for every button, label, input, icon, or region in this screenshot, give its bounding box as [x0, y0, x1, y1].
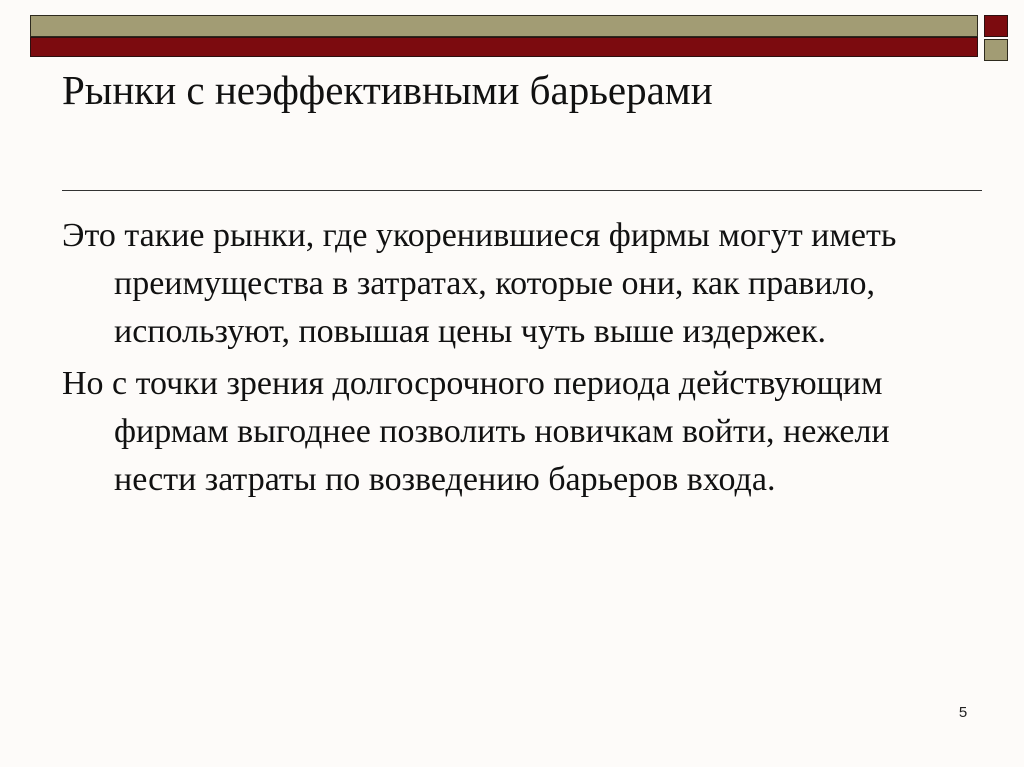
header-red-bar	[30, 37, 978, 57]
slide-body	[62, 212, 962, 508]
body-paragraph-1: Это такие рынки, где укоренившиеся фирмы могут иметь преимущества в затратах, которые они, как правило, используют, повышая цены чуть выше издержек.	[62, 217, 897, 350]
corner-olive-square	[984, 39, 1008, 61]
corner-red-square	[984, 15, 1008, 37]
body-paragraph-2: Но с точки зрения долгосрочного периода действующим фирмам выгоднее позволить новичкам войти, нежели нести затраты по возведению барьеров входа.	[62, 365, 890, 498]
page-number: 5	[958, 704, 968, 721]
header-olive-bar	[30, 15, 978, 37]
title-divider	[62, 190, 982, 191]
slide-title: Рынки с неэффективными барьерами	[62, 67, 713, 113]
